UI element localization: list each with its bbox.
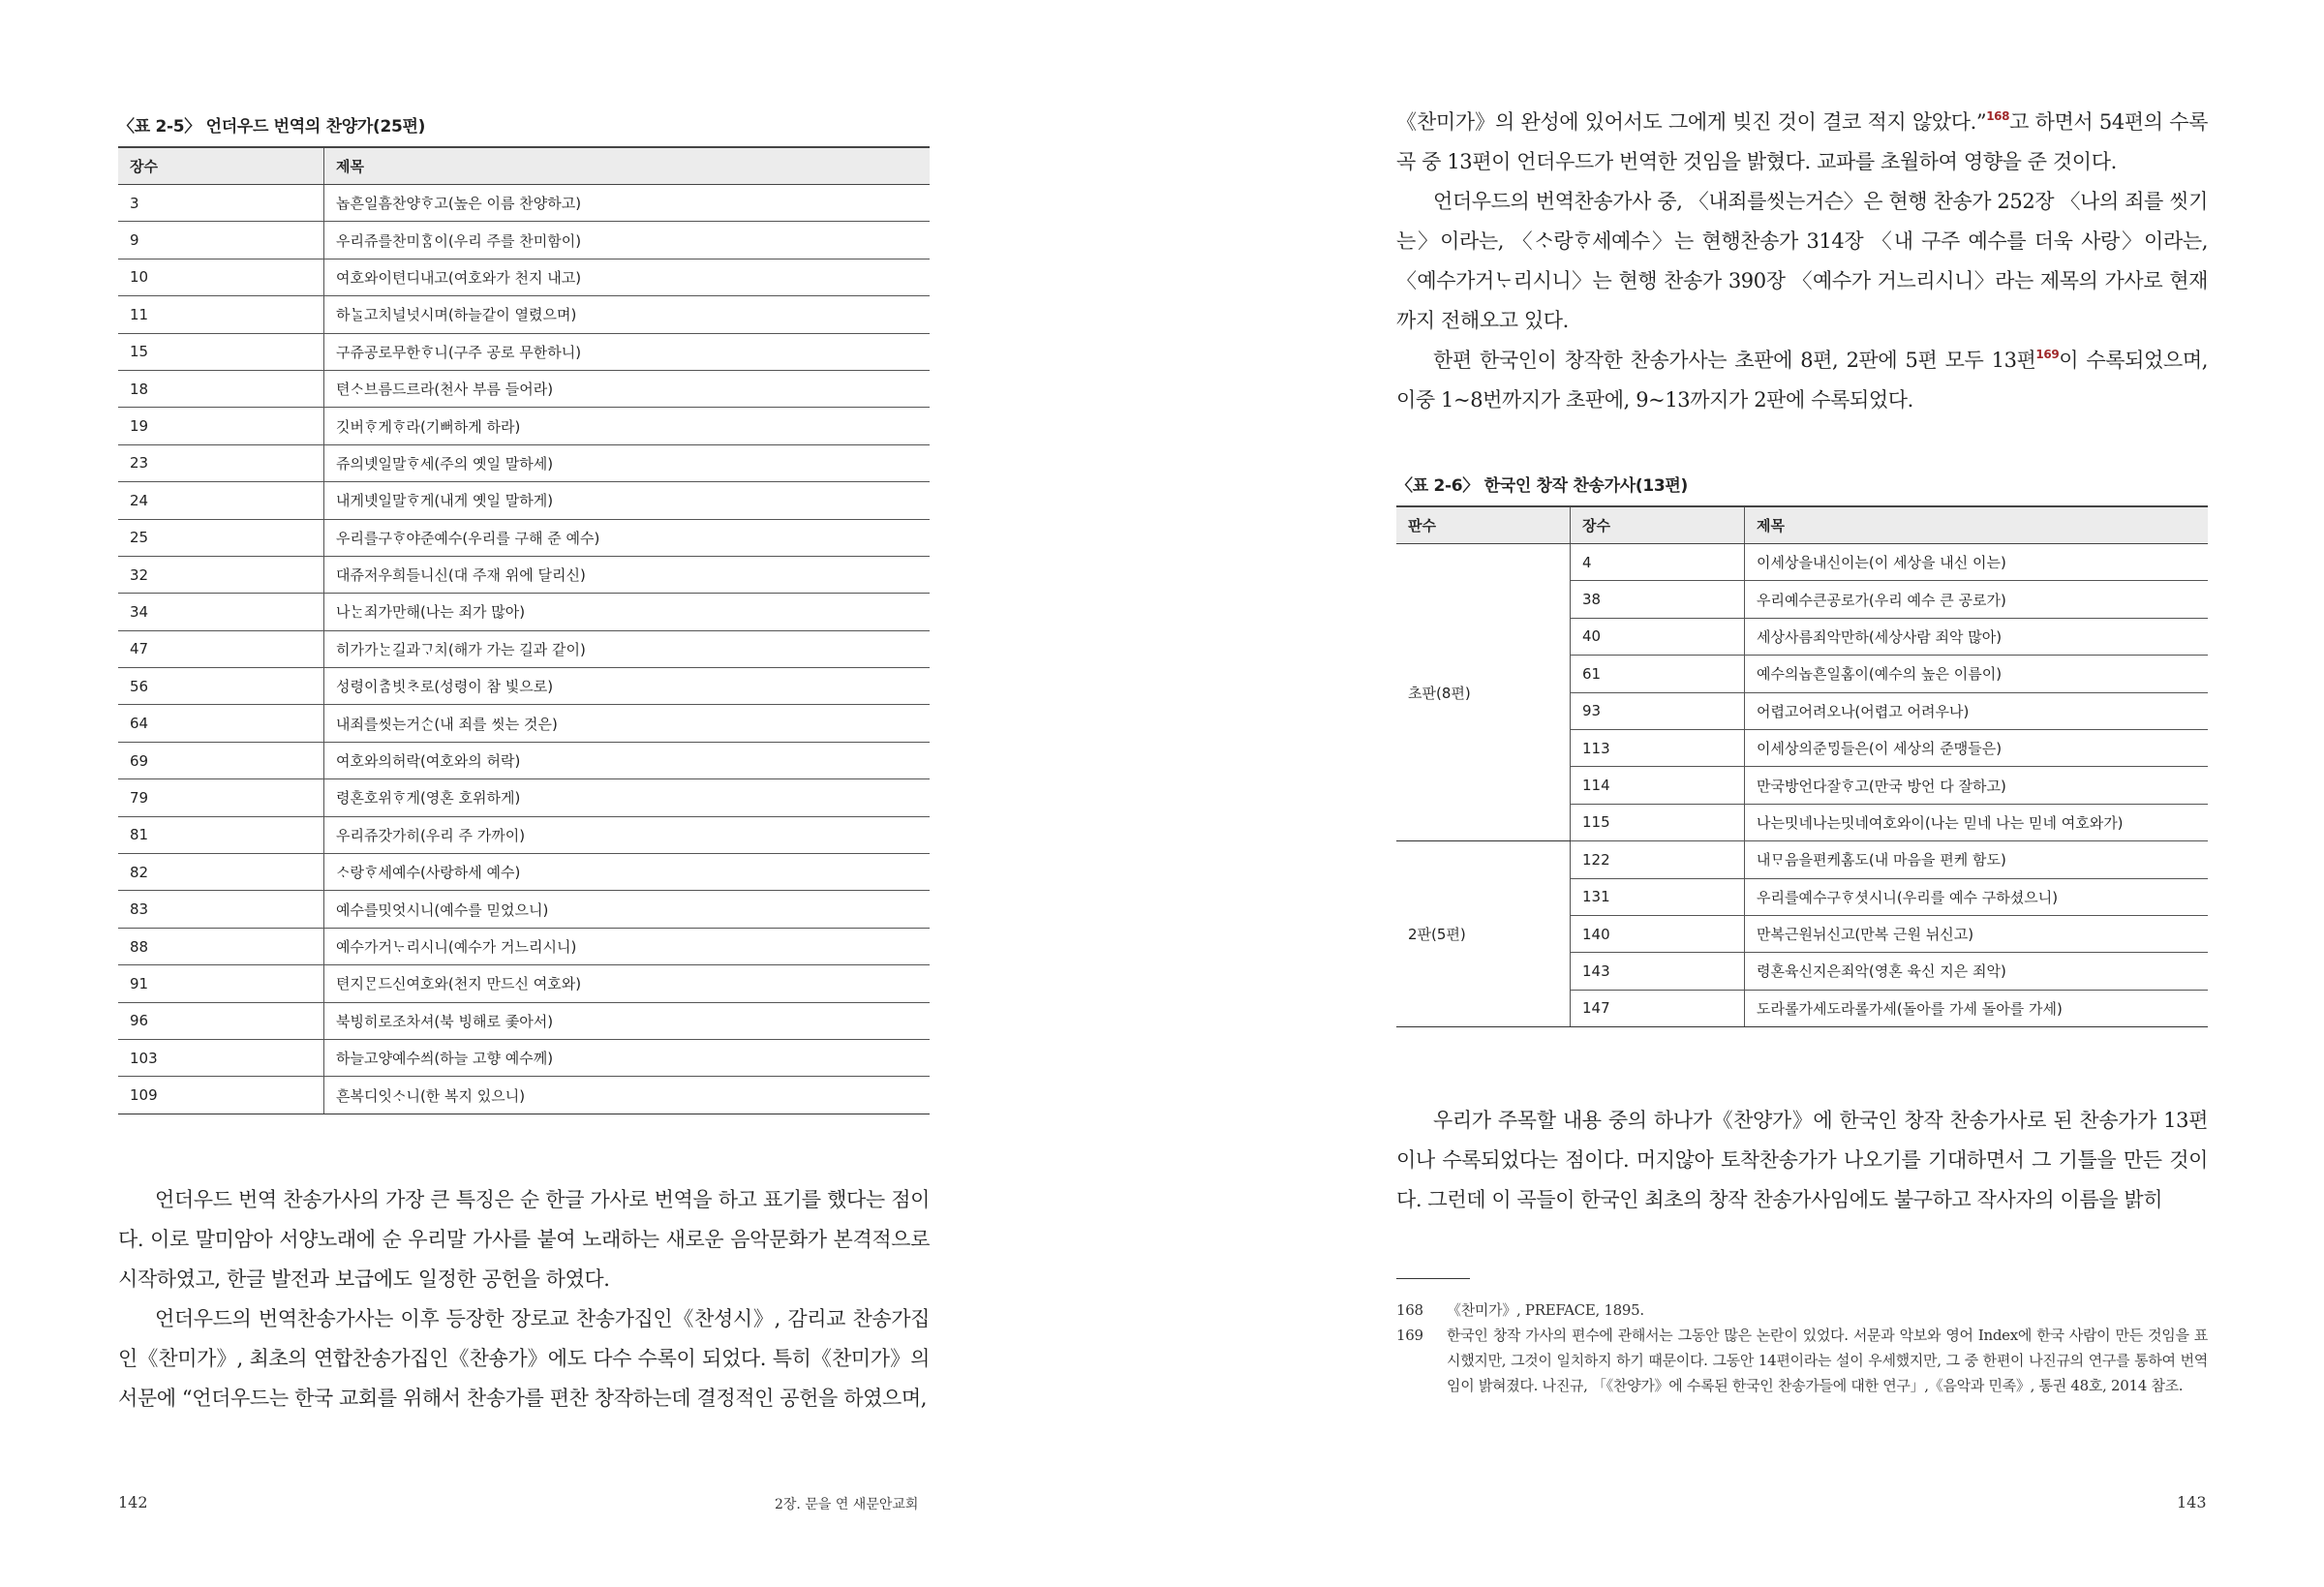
cell-jangsu: 69	[118, 742, 324, 778]
paragraph: 《찬미가》의 완성에 있어서도 그에게 빚진 것이 결코 적지 않았다.”$^{168}$고 하면서 54편의 수록곡 중 13편이 언더우드가 번역한 것임을 밝혔다. 교파를 초월하여 영향을 준 것이다.	[1396, 109, 2208, 173]
table-row	[118, 259, 930, 295]
table-2-6	[1396, 505, 2208, 1027]
cell-jangsu: 47	[118, 630, 324, 667]
edition-group-label: 2판(5편)	[1396, 841, 1571, 1027]
cell-title: 령혼호위ᄒᆞ게(영혼 호위하게)	[324, 779, 931, 816]
cell-jangsu: 15	[118, 333, 324, 370]
cell-title: 나는밋네나는밋네여호와이(나는 믿네 나는 믿네 여호와가)	[1745, 804, 2209, 840]
footnote-text: 한국인 창작 가사의 편수에 관해서는 그동안 많은 논란이 있었다. 서문과 악보와 영어 Index에 한국 사람이 만든 것임을 표시했지만, 그것이 일치하지 하기 때문이다. 그동안 14편이라는 설이 우세했지만, 그 중 한편이 나진규의 연구를 통하여 번역임이 밝혀졌다. 나진규, 「《찬양가》에 수록된 한국인 찬송가들에 대한 연구」,《음악과 민족》, 통권 48호, 2014 참조.	[1447, 1327, 2208, 1394]
cell-title: 령혼육신지은죄악(영혼 육신 지은 죄악)	[1745, 953, 2209, 990]
column-header-title: 제목	[1745, 506, 2209, 544]
cell-title: 여호와이텬디내고(여호와가 천지 내고)	[324, 259, 931, 295]
cell-jangsu: 10	[118, 259, 324, 295]
cell-jangsu: 18	[118, 370, 324, 407]
table-row	[118, 742, 930, 778]
cell-jangsu: 83	[118, 891, 324, 928]
running-head: 2장. 문을 연 새문안교회	[775, 1497, 919, 1512]
cell-title: 도라롤가세도라롤가세(돌아를 가세 돌아를 가세)	[1745, 990, 2209, 1026]
cell-title: 흔복디잇ᄉᆞ니(한 복지 있으니)	[324, 1077, 931, 1114]
table-row	[118, 1002, 930, 1039]
cell-title: 내게녯일말ᄒᆞ게(내게 옛일 말하게)	[324, 482, 931, 519]
cell-title: 북빙히로조차셔(북 빙해로 좇아서)	[324, 1002, 931, 1039]
cell-title: 내죄를씻는거ᄉᆞᆫ(내 죄를 씻는 것은)	[324, 705, 931, 742]
footnotes	[1396, 1297, 2208, 1398]
table-row	[118, 1039, 930, 1076]
table-row	[118, 370, 930, 407]
paragraph: 한편 한국인이 창작한 찬송가사는 초판에 8편, 2판에 5편 모두 13편$^{169}$이 수록되었으며, 이중 1~8번까지가 초판에, 9~13까지가 2판에 수록되었다.	[1396, 348, 2208, 412]
table-2-5	[118, 146, 930, 1114]
right-body-text-top	[1396, 103, 2208, 420]
footnote	[1396, 1323, 2208, 1398]
table-row	[118, 594, 930, 630]
table-row	[118, 1077, 930, 1114]
cell-jangsu: 9	[118, 222, 324, 259]
cell-title: 예수의놉흔일홈이(예수의 높은 이름이)	[1745, 656, 2209, 692]
footnote-ref-168[interactable]: 168	[1986, 109, 2010, 123]
cell-jangsu: 34	[118, 594, 324, 630]
cell-title: 쥬의녯일말ᄒᆞ세(주의 옛일 말하세)	[324, 444, 931, 481]
cell-title: 여호와의허락(여호와의 허락)	[324, 742, 931, 778]
footnote-number: 169	[1396, 1327, 1423, 1344]
cell-jangsu: 88	[118, 928, 324, 964]
right-body-text-bottom	[1396, 1101, 2208, 1220]
table-row	[118, 556, 930, 593]
table-row	[118, 928, 930, 964]
table-row	[118, 222, 930, 259]
cell-jangsu: 103	[118, 1039, 324, 1076]
cell-jangsu: 109	[118, 1077, 324, 1114]
cell-title: 예수가거ᄂᆞ리시니(예수가 거느리시니)	[324, 928, 931, 964]
paragraph: 우리가 주목할 내용 중의 하나가《찬양가》에 한국인 창작 찬송가사로 된 찬송가가 13편이나 수록되었다는 점이다. 머지않아 토착찬송가가 나오기를 기대하면서 그 기틀을 만든 것이다. 그런데 이 곡들이 한국인 최초의 창작 찬송가사임에도 불구하고 작사자의 이름을 밝히	[1396, 1109, 2208, 1211]
table-row	[118, 705, 930, 742]
cell-title: 텬ᄉᆞ브름드르라(천사 부름 들어라)	[324, 370, 931, 407]
column-header-jangsu: 장수	[118, 147, 324, 185]
table-row	[118, 854, 930, 891]
cell-title: ᄉᆞ랑ᄒᆞ세예수(사랑하세 예수)	[324, 854, 931, 891]
paragraph: 언더우드의 번역찬송가사 중, 〈내죄를씻는거슨〉은 현행 찬송가 252장 〈나의 죄를 씻기는〉이라는, 〈ᄉᆞ랑ᄒᆞ세예수〉는 현행찬송가 314장 〈내 구주 예수를 더욱 사랑〉이라는, 〈예수가거ᄂᆞ리시니〉는 현행 찬송가 390장 〈예수가 거느리시니〉라는 제목의 가사로 현재까지 전해오고 있다.	[1396, 190, 2208, 332]
cell-title: 우리쥬를찬미ᄒᆞᆷ이(우리 주를 찬미함이)	[324, 222, 931, 259]
footnote-ref-169[interactable]: 169	[2035, 348, 2060, 361]
cell-title: 예수를밋엇시니(예수를 믿었으니)	[324, 891, 931, 928]
cell-jangsu: 113	[1571, 729, 1745, 766]
cell-jangsu: 115	[1571, 804, 1745, 840]
cell-jangsu: 81	[118, 816, 324, 853]
cell-jangsu: 23	[118, 444, 324, 481]
column-header-title: 제목	[324, 147, 931, 185]
table-row	[118, 408, 930, 444]
page-number-left: 142	[118, 1493, 148, 1511]
cell-jangsu: 56	[118, 668, 324, 705]
table-row	[1396, 544, 2208, 581]
cell-title: 구쥬공로무한ᄒᆞ니(구주 공로 무한하니)	[324, 333, 931, 370]
cell-jangsu: 11	[118, 296, 324, 333]
cell-jangsu: 91	[118, 965, 324, 1002]
table-row	[118, 668, 930, 705]
cell-title: 우리를예수구ᄒᆞ셧시니(우리를 예수 구하셨으니)	[1745, 878, 2209, 915]
cell-title: 하ᄂᆞᆯ고치널넛시며(하늘같이 열렸으며)	[324, 296, 931, 333]
cell-title: 대쥬저우희들니신(대 주재 위에 달리신)	[324, 556, 931, 593]
column-header-jangsu: 장수	[1571, 506, 1745, 544]
cell-title: 우리를구ᄒᆞ야준예수(우리를 구해 준 예수)	[324, 519, 931, 556]
table-row	[118, 296, 930, 333]
left-body-text	[118, 1180, 930, 1419]
table-row	[118, 185, 930, 222]
cell-jangsu: 3	[118, 185, 324, 222]
cell-title: 세상사름죄악만하(세상사람 죄악 많아)	[1745, 618, 2209, 655]
cell-jangsu: 32	[118, 556, 324, 593]
cell-title: 내ᄆᆞ음을편케홈도(내 마음을 편케 함도)	[1745, 841, 2209, 878]
table-2-5-caption: 〈표 2-5〉 언더우드 번역의 찬양가(25편)	[118, 117, 426, 137]
table-row	[118, 891, 930, 928]
cell-title: 하늘고양예수씌(하늘 고향 예수께)	[324, 1039, 931, 1076]
cell-jangsu: 19	[118, 408, 324, 444]
cell-jangsu: 140	[1571, 915, 1745, 952]
cell-jangsu: 96	[118, 1002, 324, 1039]
cell-jangsu: 38	[1571, 581, 1745, 618]
table-header-row	[118, 147, 930, 185]
cell-jangsu: 114	[1571, 767, 1745, 804]
cell-jangsu: 40	[1571, 618, 1745, 655]
table-row	[118, 333, 930, 370]
cell-title: 만복근원뉘신고(만복 근원 뉘신고)	[1745, 915, 2209, 952]
cell-title: 우리예수큰공로가(우리 예수 큰 공로가)	[1745, 581, 2209, 618]
cell-jangsu: 4	[1571, 544, 1745, 581]
cell-jangsu: 131	[1571, 878, 1745, 915]
cell-jangsu: 122	[1571, 841, 1745, 878]
cell-jangsu: 24	[118, 482, 324, 519]
cell-jangsu: 25	[118, 519, 324, 556]
cell-title: 깃버ᄒᆞ게ᄒᆞ라(기뻐하게 하라)	[324, 408, 931, 444]
cell-jangsu: 143	[1571, 953, 1745, 990]
cell-jangsu: 61	[1571, 656, 1745, 692]
cell-title: 텬지ᄆᆞᆫ드신여호와(천지 만드신 여호와)	[324, 965, 931, 1002]
column-header-edition: 판수	[1396, 506, 1571, 544]
cell-title: 히가가ᄂᆞᆫ길과ᄀᆞ치(해가 가는 길과 같이)	[324, 630, 931, 667]
table-header-row	[1396, 506, 2208, 544]
paragraph: 언더우드의 번역찬송가사는 이후 등장한 장로교 찬송가집인《찬셩시》, 감리교 찬송가집인《찬미가》, 최초의 연합찬송가집인《찬숑가》에도 다수 수록이 되었다. 특히《찬미가》의 서문에 “언더우드는 한국 교회를 위해서 찬송가를 편찬 창작하는데 결정적인 공헌을 하였으며,	[118, 1307, 930, 1410]
table-row	[118, 519, 930, 556]
cell-jangsu: 64	[118, 705, 324, 742]
table-2-6-caption: 〈표 2-6〉 한국인 창작 찬송가사(13편)	[1396, 476, 1689, 496]
cell-title: 어렵고어려오나(어렵고 어려우나)	[1745, 692, 2209, 729]
footnote-rule	[1396, 1278, 1470, 1279]
cell-title: 성령이ᄎᆞᆷ빗ᄎᆞ로(성령이 참 빛으로)	[324, 668, 931, 705]
cell-jangsu: 79	[118, 779, 324, 816]
footnote	[1396, 1297, 2208, 1323]
cell-jangsu: 82	[118, 854, 324, 891]
footnote-text: 《찬미가》, PREFACE, 1895.	[1447, 1301, 1644, 1319]
cell-title: 이세상을내신이는(이 세상을 내신 이는)	[1745, 544, 2209, 581]
paragraph: 언더우드 번역 찬송가사의 가장 큰 특징은 순 한글 가사로 번역을 하고 표기를 했다는 점이다. 이로 말미암아 서양노래에 순 우리말 가사를 붙여 노래하는 새로운 음악문화가 본격적으로 시작하였고, 한글 발전과 보급에도 일정한 공헌을 하였다.	[118, 1188, 930, 1291]
table-row	[118, 444, 930, 481]
cell-title: 놉흔일흠찬양ᄒᆞ고(높은 이름 찬양하고)	[324, 185, 931, 222]
table-row	[118, 779, 930, 816]
table-row	[118, 816, 930, 853]
footnote-number: 168	[1396, 1301, 1423, 1319]
cell-title: 이세상의준ᄆᆡᆼ들은(이 세상의 준맹들은)	[1745, 729, 2209, 766]
table-row	[118, 482, 930, 519]
cell-jangsu: 147	[1571, 990, 1745, 1026]
cell-title: 만국방언다잘ᄒᆞ고(만국 방언 다 잘하고)	[1745, 767, 2209, 804]
cell-jangsu: 93	[1571, 692, 1745, 729]
edition-group-label: 초판(8편)	[1396, 544, 1571, 841]
table-row	[118, 630, 930, 667]
page-number-right: 143	[2177, 1493, 2207, 1511]
table-row	[118, 965, 930, 1002]
cell-title: 우리쥬갓가히(우리 주 가까이)	[324, 816, 931, 853]
table-row	[1396, 841, 2208, 878]
cell-title: 나ᄂᆞᆫ죄가만해(나는 죄가 많아)	[324, 594, 931, 630]
right-page	[1162, 0, 2324, 1587]
